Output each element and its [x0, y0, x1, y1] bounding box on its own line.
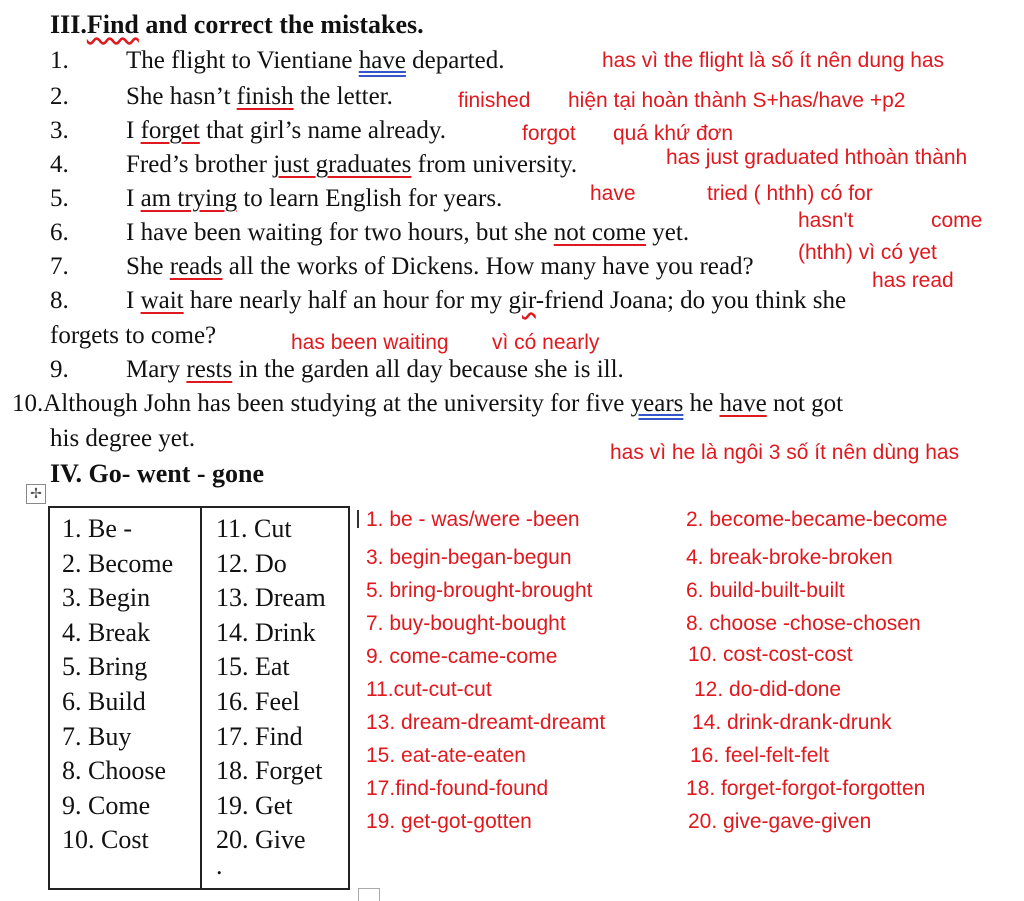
section-3-title-rest: and correct the mistakes. — [138, 10, 424, 39]
verb-cell: 2. Become — [62, 548, 174, 578]
section-3-title-find: Find — [86, 10, 139, 39]
item-2 — [50, 83, 393, 111]
item-7 — [50, 253, 754, 281]
verb-cell: 20. Give — [216, 825, 306, 855]
item-text: She — [126, 253, 170, 280]
verb-cell: 6. Build — [62, 686, 146, 716]
verb-cell: 7. Buy — [62, 721, 132, 751]
item-text: Fred’s brother — [126, 151, 274, 178]
item-error: forget — [140, 117, 200, 144]
section-4-title: IV. Go- went - gone — [50, 459, 265, 488]
note-8-reason: vì có nearly — [492, 331, 600, 354]
answer-10: 10. cost-cost-cost — [688, 643, 853, 666]
item-10 — [12, 390, 843, 418]
answer-2: 2. become-became-become — [686, 508, 948, 531]
item-number: 2. — [50, 83, 69, 110]
item-text: I — [126, 185, 141, 212]
item-number: 9. — [50, 356, 69, 383]
answer-5: 5. bring-brought-brought — [366, 579, 593, 602]
note-6-correction: hasn't — [798, 209, 854, 232]
item-error: am trying — [140, 185, 238, 212]
item-4 — [50, 151, 577, 179]
answer-12: 12. do-did-done — [694, 678, 842, 701]
item-text: the letter. — [293, 83, 393, 110]
item-number: 1. — [50, 47, 69, 74]
item-error: have — [358, 47, 406, 74]
item-text: The flight to Vientiane — [126, 47, 359, 74]
item-text: departed. — [405, 47, 505, 74]
note-2-correction: finished — [458, 89, 531, 112]
verb-column-2 — [201, 507, 349, 889]
answer-18: 18. forget-forgot-forgotten — [686, 777, 926, 800]
item-grammar-flag: years — [630, 390, 684, 417]
answer-4: 4. break-broke-broken — [686, 546, 893, 569]
item-6 — [50, 219, 689, 247]
item-number: 6. — [50, 219, 69, 246]
item-error: just graduates — [273, 151, 412, 178]
item-10-continuation: his degree yet. — [50, 425, 196, 452]
note-6-verb: come — [931, 209, 983, 232]
verb-cell: 9. Come — [62, 790, 151, 820]
section-3-title — [50, 10, 424, 40]
note-5-reason: tried ( hthh) có for — [707, 182, 873, 205]
answer-15: 15. eat-ate-eaten — [366, 744, 526, 767]
note-2-reason: hiện tại hoàn thành S+has/have +p2 — [568, 89, 906, 112]
item-text: I have been waiting for two hours, but she — [126, 219, 554, 246]
table-move-handle-icon[interactable]: ✢ — [26, 484, 46, 504]
verb-cell: 3. Begin — [62, 583, 151, 613]
verb-cell: 10. Cost — [62, 825, 149, 855]
item-text: he — [683, 390, 720, 417]
verb-cell: 5. Bring — [62, 652, 148, 682]
item-text: from university. — [411, 151, 578, 178]
verb-cell: 14. Drink — [216, 617, 316, 647]
item-8 — [50, 287, 846, 315]
item-number: 10. — [12, 390, 44, 417]
answer-11: 11.cut-cut-cut — [366, 678, 492, 701]
answer-19: 19. get-got-gotten — [366, 810, 532, 833]
item-text: to learn English for years. — [237, 185, 503, 212]
note-3-reason: quá khứ đơn — [613, 122, 734, 145]
verb-cell: 13. Dream — [216, 583, 326, 613]
item-spelling-flag: gir — [508, 287, 536, 314]
item-text: Mary — [126, 356, 187, 383]
item-text: yet. — [646, 219, 690, 246]
answer-16: 16. feel-felt-felt — [690, 744, 829, 767]
item-error: have — [719, 390, 767, 417]
section-3-title-number: III. — [50, 10, 87, 39]
verb-cell: 16. Feel — [216, 686, 300, 716]
answer-7: 7. buy-bought-bought — [366, 612, 566, 635]
note-4: has just graduated hthoàn thành — [666, 146, 968, 169]
item-text: Although John has been studying at the university for five — [43, 390, 631, 417]
answer-3: 3. begin-began-begun — [366, 546, 572, 569]
item-1 — [50, 47, 504, 75]
item-text: in the garden all day because she is ill. — [232, 356, 624, 383]
verb-cell: 11. Cut — [216, 514, 292, 543]
item-text: hare nearly half an hour for my — [183, 287, 509, 314]
item-number: 4. — [50, 151, 69, 178]
table-resize-handle[interactable] — [358, 888, 380, 901]
verb-cell: 4. Break — [62, 617, 151, 647]
item-error: wait — [140, 287, 184, 314]
answer-20: 20. give-gave-given — [688, 810, 872, 833]
item-text: I — [126, 287, 141, 314]
item-3 — [50, 117, 446, 145]
verb-cell-dot: . — [216, 850, 223, 880]
item-text: that girl’s name already. — [199, 117, 447, 144]
answer-8: 8. choose -chose-chosen — [686, 612, 921, 635]
verb-cell: 18. Forget — [216, 756, 323, 786]
item-text: I — [126, 117, 141, 144]
note-3-correction: forgot — [522, 122, 576, 145]
verb-cell: 1. Be - — [62, 514, 133, 543]
verb-cell: 15. Eat — [216, 652, 290, 682]
item-number: 7. — [50, 253, 69, 280]
verb-cell: 12. Do — [216, 548, 287, 578]
text-cursor — [357, 510, 359, 528]
item-error: rests — [186, 356, 233, 383]
item-8-continuation: forgets to come? — [50, 322, 217, 349]
answer-13: 13. dream-dreamt-dreamt — [366, 711, 606, 734]
answer-9: 9. come-came-come — [366, 645, 558, 668]
item-text: She hasn’t — [126, 83, 237, 110]
item-text: not got — [766, 390, 844, 417]
verb-cell: 8. Choose — [62, 756, 166, 786]
item-number: 8. — [50, 287, 69, 314]
note-8-correction: has been waiting — [291, 331, 449, 354]
answer-6: 6. build-built-built — [686, 579, 845, 602]
item-error: reads — [169, 253, 223, 280]
note-5-correction: have — [590, 182, 636, 205]
item-number: 5. — [50, 185, 69, 212]
answer-1: 1. be - was/were -been — [366, 508, 580, 531]
item-9 — [50, 356, 624, 384]
item-error: finish — [236, 83, 294, 110]
verb-cell: 19. Get — [216, 790, 293, 820]
verb-cell: 17. Find — [216, 721, 303, 751]
answer-17: 17.find-found-found — [366, 777, 549, 800]
item-text: -friend Joana; do you think she — [535, 287, 847, 314]
note-7: has read — [872, 269, 954, 292]
item-5 — [50, 185, 502, 213]
answer-14: 14. drink-drank-drunk — [692, 711, 892, 734]
verb-table — [48, 506, 350, 890]
item-number: 3. — [50, 117, 69, 144]
note-10: has vì he là ngôi 3 số ít nên dùng has — [610, 441, 960, 464]
item-text: all the works of Dickens. How many have you read? — [222, 253, 754, 280]
note-1: has vì the flight là số ít nên dung has — [602, 49, 945, 72]
item-error: not come — [553, 219, 647, 246]
verb-column-1 — [49, 507, 201, 889]
note-6-reason: (hthh) vì có yet — [798, 241, 937, 264]
